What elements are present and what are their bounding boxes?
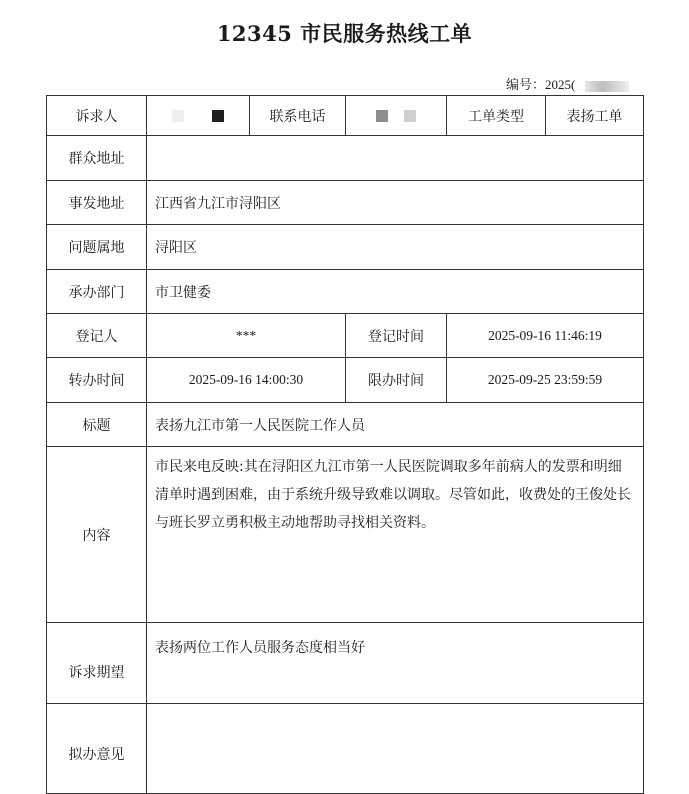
- table-row: [47, 447, 644, 623]
- resident-address-label: 群众地址: [47, 136, 147, 181]
- table-row: [47, 704, 644, 794]
- table-row: [47, 181, 644, 225]
- appellant-value: [147, 96, 250, 136]
- jurisdiction-label: 问题属地: [47, 225, 147, 270]
- page-title: 12345 市民服务热线工单: [216, 21, 473, 46]
- table-row: [47, 270, 644, 314]
- redacted-mark: [172, 110, 184, 122]
- department-value: 市卫健委: [147, 270, 644, 314]
- table-row: [47, 225, 644, 270]
- table-row: [47, 403, 644, 447]
- redacted-mark: [585, 81, 629, 92]
- transfer-time-label: 转办时间: [47, 358, 147, 403]
- order-type-value: 表扬工单: [546, 96, 644, 136]
- content-label: 内容: [47, 447, 147, 623]
- subject-value: 表扬九江市第一人民医院工作人员: [147, 403, 644, 447]
- deadline-label: 限办时间: [346, 358, 447, 403]
- order-type-label: 工单类型: [447, 96, 546, 136]
- incident-address-value: 江西省九江市浔阳区: [147, 181, 644, 225]
- content-value: 市民来电反映:其在浔阳区九江市第一人民医院调取多年前病人的发票和明细清单时遇到困难，由于系统升级导致难以调取。尽管如此，收费处的王俊处长与班长罗立勇积极主动地帮助寻找相关资料。: [155, 459, 631, 531]
- proposed-opinion-value: [147, 704, 644, 794]
- subject-label: 标题: [47, 403, 147, 447]
- phone-value: [346, 96, 447, 136]
- resident-address-value: [147, 136, 644, 181]
- jurisdiction-value: 浔阳区: [147, 225, 644, 270]
- department-label: 承办部门: [47, 270, 147, 314]
- registrar-value: ***: [147, 314, 346, 358]
- serial-number: [506, 74, 629, 93]
- table-row: [47, 358, 644, 403]
- register-time-label: 登记时间: [346, 314, 447, 358]
- redacted-mark: [376, 110, 388, 122]
- redacted-mark: [404, 110, 416, 122]
- registrar-label: 登记人: [47, 314, 147, 358]
- table-row: [47, 314, 644, 358]
- transfer-time-value: 2025-09-16 14:00:30: [147, 358, 346, 403]
- incident-address-label: 事发地址: [47, 181, 147, 225]
- content-cell: [147, 447, 644, 623]
- deadline-value: 2025-09-25 23:59:59: [447, 358, 644, 403]
- register-time-value: 2025-09-16 11:46:19: [447, 314, 644, 358]
- expectation-label: 诉求期望: [47, 623, 147, 704]
- redacted-mark: [212, 110, 224, 122]
- proposed-opinion-label: 拟办意见: [47, 704, 147, 794]
- phone-label: 联系电话: [250, 96, 346, 136]
- serial-label: 编号：: [506, 77, 546, 92]
- expectation-value: 表扬两位工作人员服务态度相当好: [147, 623, 644, 704]
- table-row: [47, 96, 644, 136]
- table-row: [47, 136, 644, 181]
- work-order-table: [46, 95, 644, 794]
- table-row: [47, 623, 644, 704]
- appellant-label: 诉求人: [47, 96, 147, 136]
- serial-value: 2025(: [545, 77, 576, 92]
